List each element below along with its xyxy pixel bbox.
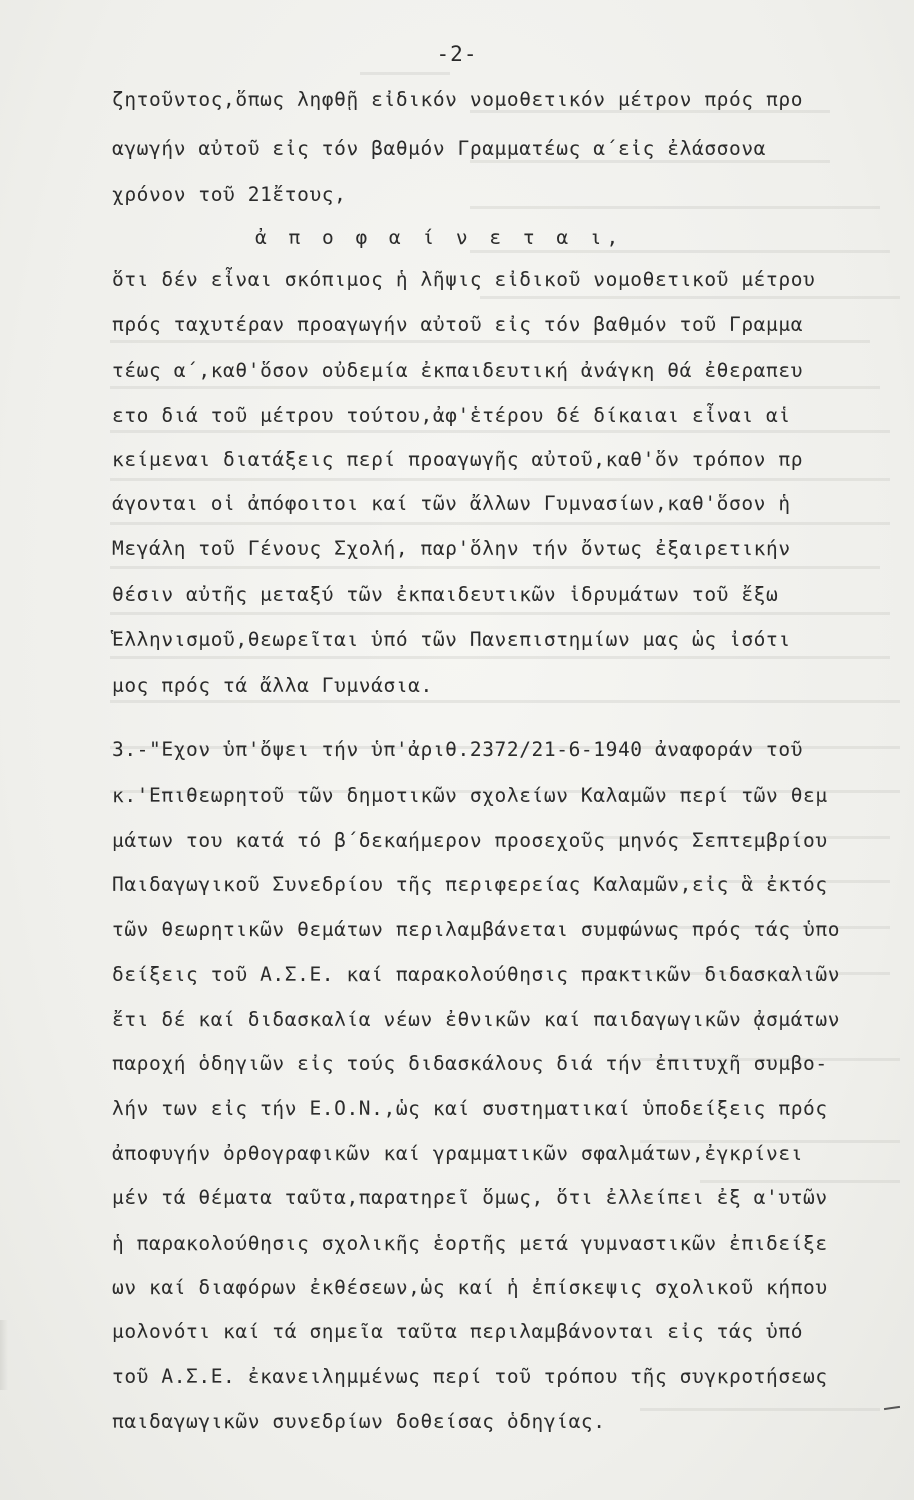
text-line: κείμεναι διατάξεις περί προαγωγῆς αὐτοῦ,καθ'ὅν τρόπον πρ	[112, 448, 804, 471]
text-line: ὅτι δέν εἶναι σκόπιμος ἡ λῆψις εἰδικοῦ νομοθετικοῦ μέτρου	[112, 268, 816, 291]
text-line: δείξεις τοῦ Α.Σ.Ε. καί παρακολούθησις πρακτικῶν διδασκαλιῶν	[112, 963, 841, 986]
page-number: -2-	[436, 42, 478, 66]
text-line: μος πρός τά ἄλλα Γυμνάσια.	[112, 674, 433, 697]
text-line: άγονται οἱ ἀπόφοιτοι καί τῶν ἄλλων Γυμνασίων,καθ'ὅσον ἡ	[112, 492, 791, 515]
text-line: πρός ταχυτέραν προαγωγήν αὐτοῦ εἰς τόν βαθμόν τοῦ Γραμμα	[112, 313, 804, 336]
text-line: τῶν θεωρητικῶν θεμάτων περιλαμβάνεται συμφώνως πρός τάς ὑπο	[112, 918, 841, 941]
text-line: τέως α΄,καθ'ὅσον οὐδεμία ἐκπαιδευτική ἀνάγκη θά ἐθεραπευ	[112, 359, 804, 382]
text-line: χρόνον τοῦ 21ἔτους,	[112, 183, 347, 206]
text-line: ἔτι δέ καί διδασκαλία νέων ἐθνικῶν καί παιδαγωγικῶν ᾀσμάτων	[112, 1008, 841, 1031]
text-line: κ.'Επιθεωρητοῦ τῶν δημοτικῶν σχολείων Καλαμῶν περί τῶν θεμ	[112, 784, 828, 807]
text-line: μάτων του κατά τό β΄δεκαήμερον προσεχοῦς μηνός Σεπτεμβρίου	[112, 829, 828, 852]
scan-edge-shadow	[0, 1320, 8, 1390]
text-line: παιδαγωγικῶν συνεδρίων δοθείσας ὁδηγίας.	[112, 1410, 606, 1433]
text-line: ων καί διαφόρων ἐκθέσεων,ὡς καί ἡ ἐπίσκεψις σχολικοῦ κήπου	[112, 1276, 828, 1299]
text-line: 3.-"Εχον ὑπ'ὄψει τήν ὑπ'ἀριθ.2372/21-6-1940 ἀναφοράν τοῦ	[112, 738, 804, 761]
text-line: ἡ παρακολούθησις σχολικῆς ἑορτῆς μετά γυμναστικῶν ἐπιδείξε	[112, 1232, 828, 1255]
text-line: Ἑλληνισμοῦ,θεωρεῖται ὑπό τῶν Πανεπιστημίων μας ὡς ἰσότι	[112, 628, 791, 651]
decision-heading: ἀ π ο φ α ί ν ε τ α ι,	[255, 226, 624, 249]
text-line: Μεγάλη τοῦ Γένους Σχολή, παρ'ὅλην τήν ὄντως ἐξαιρετικήν	[112, 537, 791, 560]
text-line: Παιδαγωγικοῦ Συνεδρίου τῆς περιφερείας Καλαμῶν,εἰς ἃ ἐκτός	[112, 873, 828, 896]
text-line: λήν των εἰς τήν Ε.Ο.Ν.,ὡς καί συστηματικαί ὑποδείξεις πρός	[112, 1097, 828, 1120]
margin-dash-mark	[884, 1406, 900, 1410]
text-line: τοῦ Α.Σ.Ε. ἐκανειλημμένως περί τοῦ τρόπου τῆς συγκροτήσεως	[112, 1365, 828, 1388]
text-line: ἀποφυγήν ὀρθογραφικῶν καί γραμματικῶν σφαλμάτων,ἐγκρίνει	[112, 1142, 804, 1165]
text-line: ζητοῦντος,ὅπως ληφθῇ εἰδικόν νομοθετικόν μέτρον πρός προ	[112, 88, 804, 111]
text-line: μέν τά θέματα ταῦτα,παρατηρεῖ ὅμως, ὅτι ἐλλείπει ἐξ α'υτῶν	[112, 1186, 828, 1209]
text-line: αγωγήν αὐτοῦ εἰς τόν βαθμόν Γραμματέως α΄εἰς ἐλάσσονα	[112, 137, 767, 160]
text-line: μολονότι καί τά σημεῖα ταῦτα περιλαμβάνονται εἰς τάς ὑπό	[112, 1320, 804, 1343]
text-line: παροχή ὁδηγιῶν εἰς τούς διδασκάλους διά τήν ἐπιτυχῆ συμβο-	[112, 1052, 828, 1075]
text-line: θέσιν αὐτῆς μεταξύ τῶν ἐκπαιδευτικῶν ἱδρυμάτων τοῦ ἔξω	[112, 583, 779, 606]
text-line: ετο διά τοῦ μέτρου τούτου,ἀφ'ἑτέρου δέ δίκαιαι εἶναι αἱ	[112, 404, 791, 427]
